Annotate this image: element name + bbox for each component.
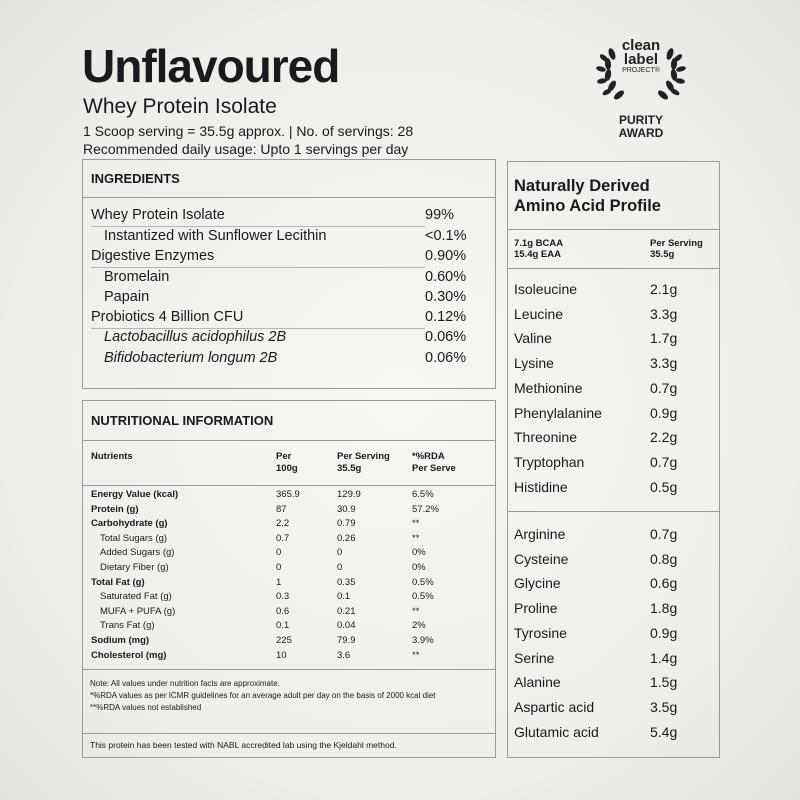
nutrient-name: Total Sugars (g) — [100, 532, 168, 544]
bcaa-total: 7.1g BCAA — [514, 238, 564, 249]
ingredient-row — [91, 207, 477, 227]
amino-acid-name: Tyrosine — [514, 624, 567, 641]
rda-value: 57.2% — [412, 503, 439, 515]
ingredient-row — [91, 309, 477, 329]
ingredient-row — [91, 329, 477, 349]
amino-acid-row — [514, 429, 714, 447]
nutrient-name: Energy Value (kcal) — [91, 489, 179, 500]
rda-value: 0.5% — [412, 576, 434, 588]
per-serving-value: 0 — [337, 562, 343, 573]
amino-acid-name: Threonine — [514, 429, 578, 446]
usage-info: Recommended daily usage: Upto 1 servings per day — [83, 141, 409, 157]
amino-acid-row — [514, 699, 714, 717]
nutrition-row — [91, 591, 486, 605]
amino-acid-name: Tryptophan — [514, 453, 585, 470]
amino-acid-value: 0.5g — [650, 478, 678, 495]
nutrition-row — [91, 562, 486, 576]
amino-acid-value: 0.8g — [650, 550, 678, 567]
col-rda: *%RDA Per Serve — [412, 451, 456, 474]
rda-value: ** — [412, 532, 420, 544]
ingredient-percent: 0.60% — [425, 269, 467, 285]
rda-value: 0% — [412, 547, 426, 559]
per-100g-value: 10 — [276, 649, 287, 661]
amino-acid-name: Serine — [514, 649, 555, 666]
ingredient-percent: 0.12% — [425, 309, 467, 325]
rda-value: 3.9% — [412, 635, 434, 646]
rda-value: 0% — [412, 562, 426, 573]
ingredient-percent: <0.1% — [425, 228, 467, 244]
amino-acid-value: 1.5g — [650, 674, 678, 691]
per-100g-value: 225 — [276, 635, 292, 646]
col-per-serving: Per Serving 35.5g — [337, 451, 390, 474]
nutrient-name: Total Fat (g) — [91, 576, 145, 588]
per-serving-value: 3.6 — [337, 649, 351, 661]
nutrient-name: Cholesterol (mg) — [91, 649, 167, 661]
ingredients-panel — [82, 159, 496, 389]
product-title: Unflavoured — [82, 40, 340, 92]
per-100g-value: 0.1 — [276, 620, 290, 632]
award-text-clean: clean — [621, 37, 661, 54]
ingredient-name: Bromelain — [104, 269, 170, 285]
amino-acid-row — [514, 355, 714, 373]
amino-acid-value: 2.2g — [650, 429, 678, 446]
divider — [83, 485, 495, 486]
nutrient-name: Trans Fat (g) — [100, 620, 155, 632]
nutrition-row — [91, 533, 486, 547]
ingredient-row — [91, 269, 477, 289]
amino-acid-name: Cysteine — [514, 550, 569, 567]
per-serving-value: 129.9 — [337, 489, 361, 500]
amino-acid-row — [514, 330, 714, 348]
divider — [508, 229, 719, 230]
per-100g-value: 2.2 — [276, 518, 290, 530]
nutrition-row — [91, 635, 486, 649]
nutrition-row — [91, 577, 486, 591]
ingredient-name: Bifidobacterium longum 2B — [104, 350, 278, 366]
amino-acid-row — [514, 281, 714, 299]
amino-acid-value: 0.6g — [650, 575, 678, 592]
amino-acid-value: 3.5g — [650, 698, 678, 715]
ingredient-name: Papain — [104, 289, 150, 305]
award-text-purity: PURITY — [618, 113, 663, 127]
amino-title-line1: Naturally Derived — [514, 177, 650, 195]
ingredient-percent: 0.06% — [425, 329, 467, 345]
rda-value: 2% — [412, 620, 426, 632]
nutrient-name: Carbohydrate (g) — [91, 518, 168, 530]
per-serving-value: 0 — [337, 547, 343, 559]
amino-acid-row — [514, 600, 714, 618]
nutrition-panel — [82, 400, 496, 758]
col-per-100g: Per 100g — [276, 451, 298, 474]
ingredient-row — [91, 350, 477, 370]
amino-title — [514, 176, 661, 216]
rda-value: ** — [412, 605, 420, 617]
amino-acid-row — [514, 526, 714, 544]
nutrient-name: Saturated Fat (g) — [100, 591, 172, 603]
col-nutrients: Nutrients — [91, 451, 133, 462]
amino-acid-name: Valine — [514, 330, 552, 347]
per-serving-value: 0.35 — [337, 576, 356, 588]
amino-acid-name: Aspartic acid — [514, 698, 595, 715]
amino-acid-name: Glutamic acid — [514, 723, 599, 740]
per-serving-value: 0.04 — [337, 620, 356, 632]
ingredient-percent: 0.90% — [425, 248, 467, 264]
rda-value: 0.5% — [412, 591, 434, 603]
ingredients-heading: INGREDIENTS — [83, 160, 495, 198]
per-serving-label: Per Serving — [650, 238, 703, 249]
amino-acid-value: 0.9g — [650, 404, 678, 421]
per-100g-value: 365.9 — [276, 489, 300, 500]
amino-acid-row — [514, 724, 714, 742]
per-100g-value: 87 — [276, 503, 287, 515]
rda-value: ** — [412, 649, 420, 661]
amino-acid-row — [514, 479, 714, 497]
purity-award-badge — [596, 36, 686, 144]
serving-size-label: 35.5g — [650, 249, 675, 260]
per-serving-value: 0.79 — [337, 518, 356, 530]
ingredient-name: Probiotics 4 Billion CFU — [91, 309, 425, 329]
bcaa-eaa-header — [514, 238, 563, 260]
nutrition-row — [91, 606, 486, 620]
rda-value: ** — [412, 518, 420, 530]
nutrition-row — [91, 650, 486, 664]
per-serving-value: 79.9 — [337, 635, 356, 646]
ingredient-name: Instantized with Sunflower Lecithin — [104, 228, 327, 244]
amino-acid-name: Phenylalanine — [514, 404, 602, 421]
amino-acid-panel — [507, 161, 720, 758]
amino-acid-row — [514, 306, 714, 324]
ingredient-row — [91, 289, 477, 309]
rda-value: 6.5% — [412, 489, 434, 500]
amino-acid-row — [514, 575, 714, 593]
nutrition-row — [91, 518, 486, 532]
amino-acid-name: Methionine — [514, 379, 583, 396]
note-approx: Note: All values under nutrition facts are approximate. — [90, 679, 280, 688]
amino-acid-row — [514, 405, 714, 423]
per-100g-value: 0 — [276, 562, 282, 573]
amino-acid-name: Arginine — [514, 526, 566, 542]
note-rda-not-established: **%RDA values not established — [90, 703, 202, 712]
per-100g-value: 0.3 — [276, 591, 290, 603]
amino-acid-value: 0.7g — [650, 453, 678, 470]
award-text-award: AWARD — [618, 126, 664, 140]
amino-acid-value: 1.7g — [650, 330, 678, 347]
per-serving-value: 30.9 — [337, 503, 356, 515]
amino-acid-row — [514, 674, 714, 692]
per-100g-value: 0.6 — [276, 605, 290, 617]
testing-note: This protein has been tested with NABL accredited lab using the Kjeldahl method. — [82, 733, 496, 758]
amino-acid-name: Isoleucine — [514, 281, 578, 297]
nutrition-row — [91, 504, 486, 518]
note-rda: *%RDA values as per ICMR guidelines for an average adult per day on the basis of 2000 kcal diet — [90, 691, 436, 700]
serving-info: 1 Scoop serving = 35.5g approx. | No. of servings: 28 — [83, 123, 414, 139]
amino-acid-value: 1.4g — [650, 649, 678, 666]
divider — [83, 669, 495, 670]
per-100g-value: 0.7 — [276, 532, 290, 544]
per-100g-value: 0 — [276, 547, 282, 559]
per-serving-value: 0.21 — [337, 605, 356, 617]
amino-acid-value: 2.1g — [650, 281, 678, 297]
nutrient-name: Added Sugars (g) — [100, 547, 175, 559]
amino-acid-row — [514, 625, 714, 643]
ingredient-name: Whey Protein Isolate — [91, 207, 425, 227]
eaa-total: 15.4g EAA — [514, 249, 561, 260]
amino-acid-value: 3.3g — [650, 305, 678, 322]
nutrition-row — [91, 489, 486, 503]
divider — [508, 268, 719, 269]
amino-acid-row — [514, 454, 714, 472]
amino-acid-row — [514, 551, 714, 569]
ingredient-percent: 0.06% — [425, 350, 467, 366]
nutrient-name: Sodium (mg) — [91, 635, 150, 646]
amino-acid-name: Histidine — [514, 478, 568, 495]
ingredient-percent: 99% — [425, 207, 455, 223]
amino-acid-value: 0.9g — [650, 624, 678, 641]
nutrient-name: Dietary Fiber (g) — [100, 562, 169, 573]
nutrient-name: MUFA + PUFA (g) — [100, 605, 176, 617]
ingredient-percent: 0.30% — [425, 289, 467, 305]
ingredient-row — [91, 248, 477, 268]
amino-acid-row — [514, 380, 714, 398]
nutrition-row — [91, 620, 486, 634]
amino-acid-name: Leucine — [514, 305, 564, 322]
award-text-label: label — [623, 51, 659, 68]
amino-per-serving-header — [650, 238, 703, 260]
amino-acid-value: 5.4g — [650, 723, 678, 740]
per-100g-value: 1 — [276, 576, 282, 588]
amino-acid-name: Glycine — [514, 575, 561, 592]
product-subtitle: Whey Protein Isolate — [83, 95, 277, 118]
amino-acid-name: Alanine — [514, 674, 561, 691]
ingredient-name: Digestive Enzymes — [91, 248, 425, 268]
amino-acid-value: 3.3g — [650, 355, 678, 372]
ingredient-name: Lactobacillus acidophilus 2B — [104, 329, 287, 345]
amino-title-line2: Amino Acid Profile — [514, 197, 661, 215]
amino-acid-name: Proline — [514, 600, 558, 617]
amino-acid-value: 1.8g — [650, 600, 678, 617]
nutrient-name: Protein (g) — [91, 503, 139, 515]
amino-acid-value: 0.7g — [650, 526, 678, 542]
nutrition-row — [91, 547, 486, 561]
nutrition-heading: NUTRITIONAL INFORMATION — [83, 401, 495, 441]
divider — [508, 511, 719, 512]
amino-acid-name: Lysine — [514, 355, 554, 372]
amino-acid-row — [514, 650, 714, 668]
per-serving-value: 0.1 — [337, 591, 351, 603]
amino-acid-value: 0.7g — [650, 379, 678, 396]
per-serving-value: 0.26 — [337, 532, 356, 544]
award-text-project: PROJECT® — [622, 67, 660, 74]
ingredient-row — [91, 228, 477, 248]
